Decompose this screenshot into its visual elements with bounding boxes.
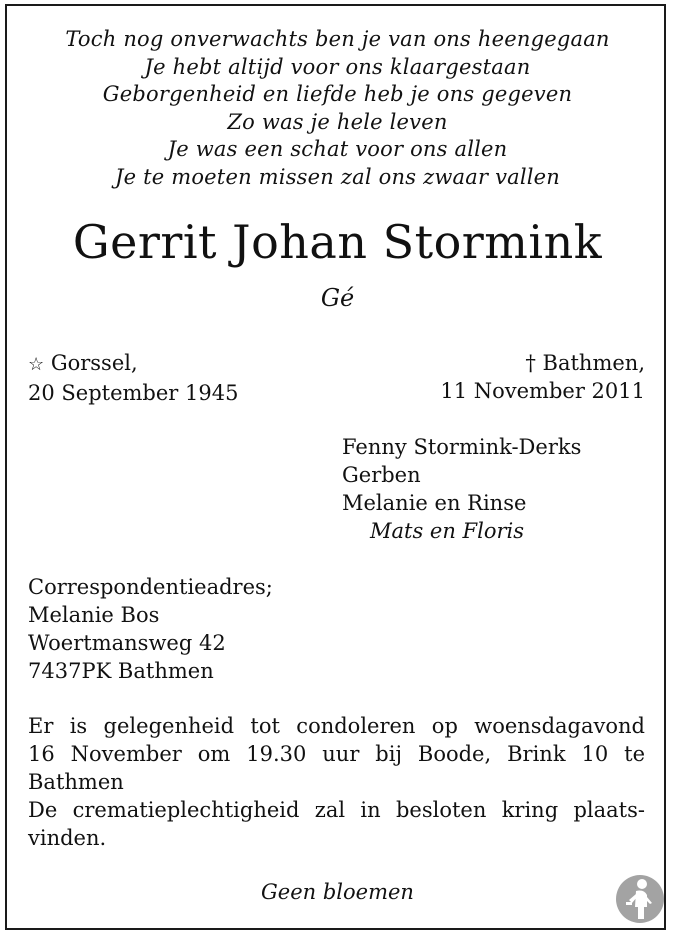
deceased-nickname: Gé <box>320 284 355 312</box>
death-info <box>440 349 645 405</box>
no-flowers-note: Geen bloemen <box>261 880 414 904</box>
death-date: 11 November 2011 <box>440 379 645 403</box>
condolence-line: Er is gelegenheid tot condoleren op woensdagavond <box>28 714 645 738</box>
condolence-line: Bathmen <box>28 770 124 794</box>
birth-info <box>28 349 238 407</box>
family-member: Melanie en Rinse <box>342 491 527 515</box>
family-member: Gerben <box>342 463 421 487</box>
birth-date: 20 September 1945 <box>28 381 239 405</box>
poem-line: Je was een schat voor ons allen <box>167 137 508 161</box>
family-member: Fenny Stormink-Derks <box>342 435 582 459</box>
poem-line: Je hebt altijd voor ons klaargestaan <box>144 54 531 79</box>
memorial-figure-icon <box>614 873 666 925</box>
family-list <box>342 433 581 545</box>
condolence-info <box>28 712 645 852</box>
deceased-name: Gerrit Johan Stormink <box>72 215 603 269</box>
address-street: Woertmansweg 42 <box>28 631 226 655</box>
cross-icon: † <box>525 351 536 375</box>
death-place: Bathmen, <box>542 351 645 375</box>
address-name: Melanie Bos <box>28 603 160 627</box>
address-heading: Correspondentieadres; <box>28 575 273 599</box>
poem-line: Zo was je hele leven <box>227 109 448 134</box>
star-icon: ☆ <box>28 354 45 375</box>
poem-line: Geborgenheid en liefde heb je ons gegeven <box>102 82 573 106</box>
birth-place: Gorssel, <box>50 351 138 375</box>
cremation-line: De crematieplechtigheid zal in besloten kring plaats- <box>28 798 645 822</box>
condolence-line: 16 November om 19.30 uur bij Boode, Brink 10 te <box>28 742 645 766</box>
grandchildren: Mats en Floris <box>370 519 525 543</box>
address-city: 7437PK Bathmen <box>28 659 214 683</box>
poem-line: Toch nog onverwachts ben je van ons heengegaan <box>65 27 610 51</box>
poem <box>0 26 675 191</box>
correspondence-address <box>28 573 273 685</box>
poem-line: Je te moeten missen zal ons zwaar vallen <box>114 164 561 189</box>
cremation-line: vinden. <box>28 826 107 850</box>
